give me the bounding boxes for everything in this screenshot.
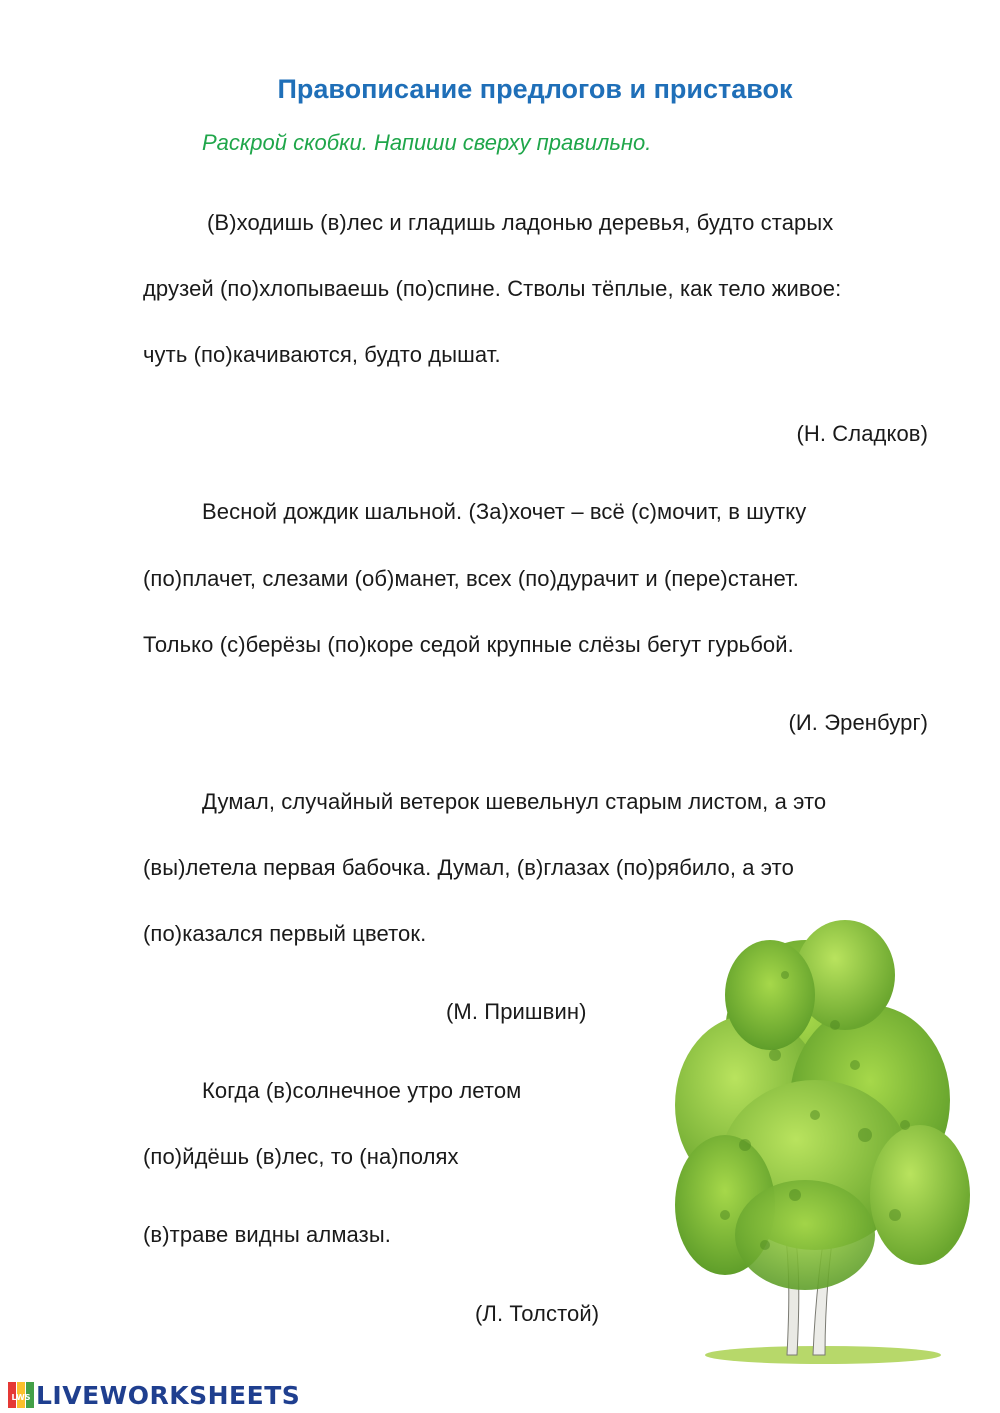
passage-3-line-2: (вы)летела первая бабочка. Думал, (в)глазах (по)рябило, а это bbox=[143, 855, 794, 880]
passage-4-line-3: (в)траве видны алмазы. bbox=[143, 1222, 391, 1247]
birch-tree-icon bbox=[655, 915, 985, 1370]
worksheet-title: Правописание предлогов и приставок bbox=[277, 74, 793, 104]
passage-1-author: (Н. Сладков) bbox=[796, 421, 928, 446]
passage-3-line-1: Думал, случайный ветерок шевельнул старым листом, а это bbox=[202, 789, 827, 814]
passage-3-author: (М. Пришвин) bbox=[446, 999, 587, 1024]
passage-2-line-1: Весной дождик шальной. (За)хочет – всё (с)мочит, в шутку bbox=[202, 499, 807, 524]
passage-2-line-3: Только (с)берёзы (по)коре седой крупные слёзы бегут гурьбой. bbox=[143, 632, 794, 657]
svg-text:LWS: LWS bbox=[11, 1393, 31, 1402]
passage-1-line-1: (В)ходишь (в)лес и гладишь ладонью деревья, будто старых bbox=[207, 210, 834, 235]
passage-4-line-2: (по)йдёшь (в)лес, то (на)полях bbox=[143, 1144, 459, 1169]
footer-brand bbox=[8, 1380, 300, 1410]
passage-1-line-2: друзей (по)хлопываешь (по)спине. Стволы тёплые, как тело живое: bbox=[143, 276, 842, 301]
passage-3-line-3: (по)казался первый цветок. bbox=[143, 921, 427, 946]
passage-1-line-3: чуть (по)качиваются, будто дышат. bbox=[143, 342, 501, 367]
passage-2-author: (И. Эренбург) bbox=[788, 710, 928, 735]
worksheet-instruction: Раскрой скобки. Напиши сверху правильно. bbox=[202, 130, 652, 155]
passage-4-line-1: Когда (в)солнечное утро летом bbox=[202, 1078, 522, 1103]
passage-4-author: (Л. Толстой) bbox=[475, 1301, 600, 1326]
passage-2-line-2: (по)плачет, слезами (об)манет, всех (по)дурачит и (пере)станет. bbox=[143, 566, 799, 591]
tree-crown bbox=[675, 920, 970, 1290]
footer-brand-text: LIVEWORKSHEETS bbox=[36, 1380, 301, 1410]
liveworksheets-logo-icon bbox=[8, 1382, 34, 1408]
